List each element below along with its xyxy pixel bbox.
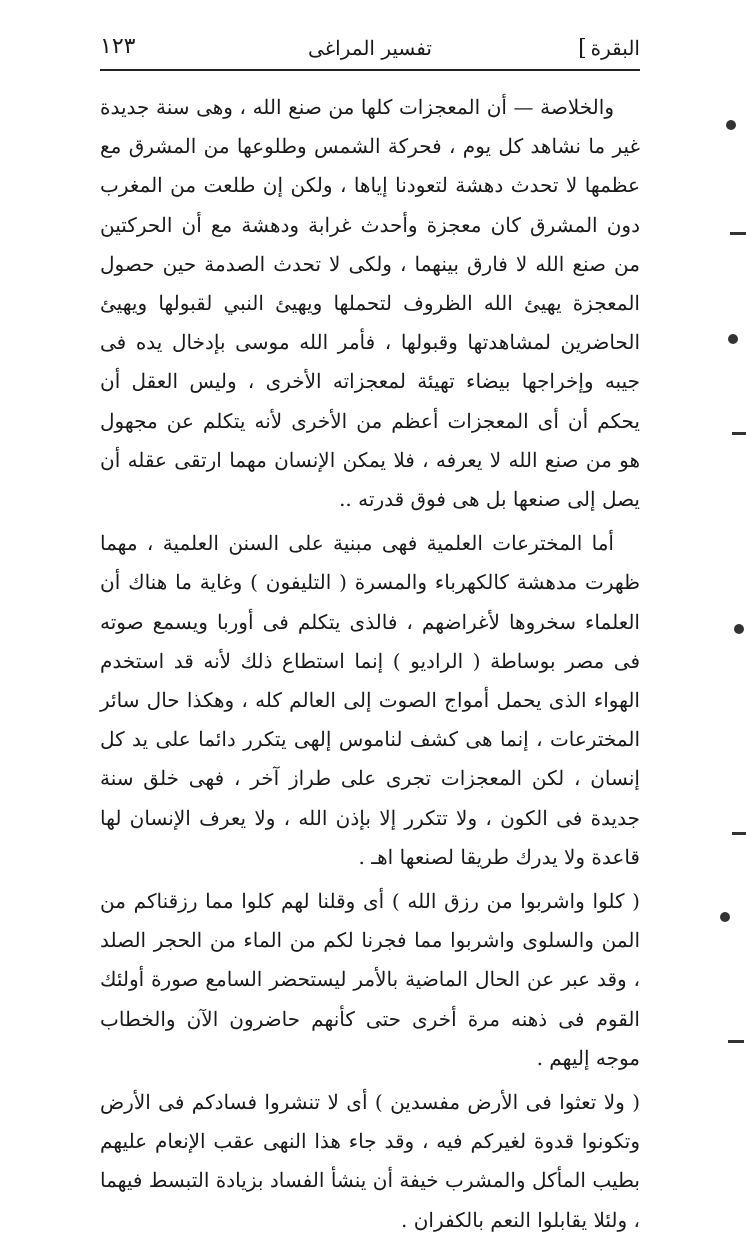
page-number: ١٢٣ bbox=[100, 34, 136, 59]
page-header bbox=[100, 30, 640, 70]
book-title: تفسير المراغى bbox=[308, 36, 432, 60]
margin-mark bbox=[728, 334, 738, 344]
paragraph-conclusion: والخلاصة — أن المعجزات كلها من صنع الله ، وهى سنة جديدة غير ما نشاهد كل يوم ، فحركة الشمس وطلوعها من المشرق مع عظمها لا تحدث دهشة لتعودنا إياها ، ولكن إن طلعت من المغرب دون المشرق كان معجزة وأحدث غرابة ودهشة مع أن الحركتين من صنع الله لا فارق بينهما ، ولكى لا تحدث الصدمة حين حصول المعجزة يهيئ الله الظروف لتحملها ويهيئ النبي لقبولها ويهيئ الحاضرين لمشاهدتها وقبولها ، فأمر الله موسى بإدخال يده فى جيبه وإخراجها بيضاء تهيئة لمعجزاته الأخرى ، وليس العقل أن يحكم أن أى المعجزات أعظم من الأخرى لأنه يتكلم عن مجهول هو من صنع الله لا يعرفه ، فلا يمكن الإنسان مهما ارتقى عقله أن يصل إلى صنعها بل هى فوق قدرته .. bbox=[100, 95, 640, 512]
margin-mark bbox=[732, 832, 746, 835]
margin-mark bbox=[730, 232, 746, 235]
header-rule bbox=[100, 69, 640, 71]
paragraph-no-corruption: ( ولا تعثوا فى الأرض مفسدين ) أى لا تنشروا فسادكم فى الأرض وتكونوا قدوة لغيركم فيه ، وقد جاء هذا النهى عقب الإنعام عليهم بطيب المأكل والمشرب خيفة أن ينشأ الفساد بزيادة التبسط فيهما ، ولئلا يقابلوا النعم بالكفران . bbox=[100, 1090, 640, 1232]
header-bracket: ] bbox=[578, 36, 587, 61]
margin-mark bbox=[732, 432, 746, 435]
margin-mark bbox=[720, 912, 730, 922]
margin-mark bbox=[728, 1040, 744, 1043]
paragraph-inventions: أما المخترعات العلمية فهى مبنية على السنن العلمية ، مهما ظهرت مدهشة كالكهرباء والمسرة ( التليفون ) وغاية ما هناك أن العلماء سخروها لأغراضهم ، فالذى يتكلم فى أوربا ويسمع صوته فى مصر بوساطة ( الراديو ) إنما استطاع ذلك لأنه قد استخدم الهواء الذى يحمل أمواج الصوت إلى العالم كله ، وهكذا حال سائر المخترعات ، إنما هى كشف لناموس إلهى يتكرر دائما على يد كل إنسان ، لكن المعجزات تجرى على طراز آخر ، فهى خلق سنة جديدة فى الكون ، ولا تتكرر إلا بإذن الله ، ولا يعرف الإنسان لها قاعدة ولا يدرك طريقا لصنعها اهـ . bbox=[100, 531, 640, 869]
surah-label: البقرة bbox=[590, 36, 640, 60]
margin-mark bbox=[726, 120, 736, 130]
margin-mark bbox=[734, 624, 744, 634]
paragraph-eat-drink: ( كلوا واشربوا من رزق الله ) أى وقلنا لهم كلوا مما رزقناكم من المن والسلوى واشربوا مما فجرنا لكم من الماء من الحجر الصلد ، وقد عبر عن الحال الماضية بالأمر ليستحضر السامع صورة أولئك القوم فى ذهنه مرة أخرى حتى كأنهم حاضرون الآن والخطاب موجه إليهم . bbox=[100, 889, 640, 1070]
page-body bbox=[100, 88, 640, 1240]
